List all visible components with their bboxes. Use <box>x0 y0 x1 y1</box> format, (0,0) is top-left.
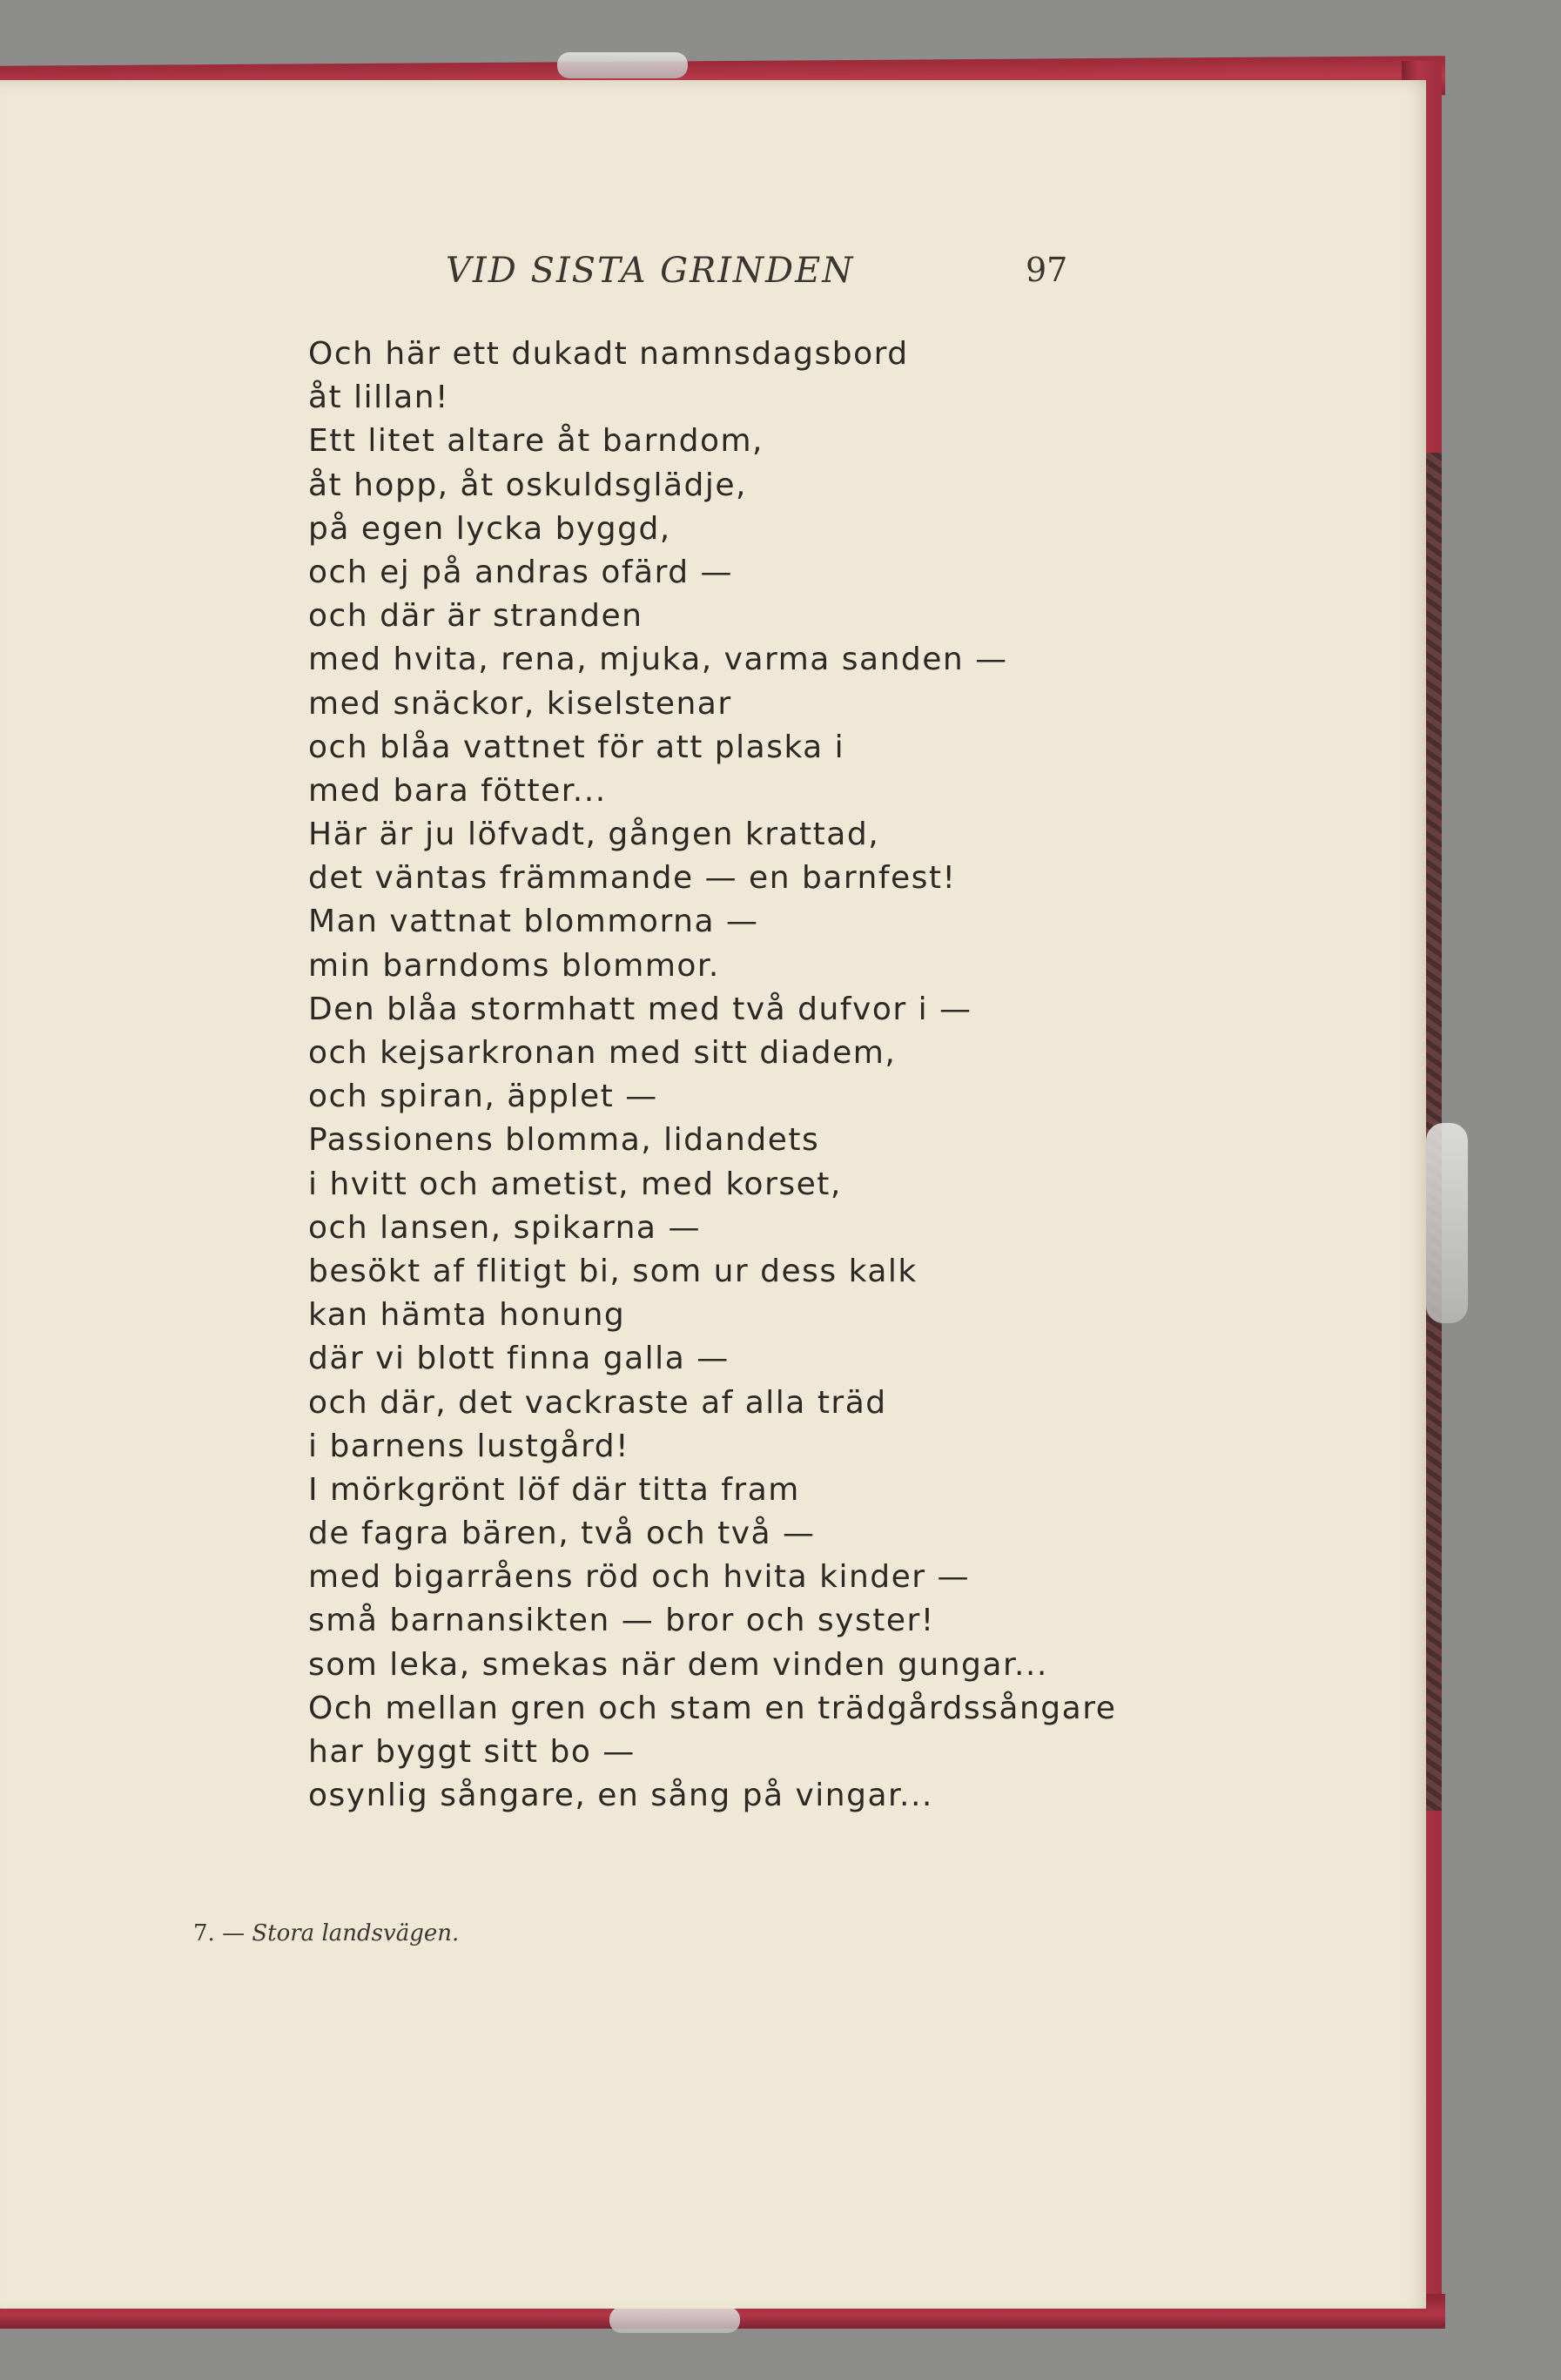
poem-line: och där, det vackraste af alla träd <box>308 1384 887 1421</box>
running-head-title: VID SISTA GRINDEN <box>446 251 855 291</box>
poem-line: Passionens blomma, lidandets <box>308 1122 820 1159</box>
poem-line: Man vattnat blommorna — <box>308 904 759 940</box>
poem-line: och ej på andras ofärd — <box>308 554 734 590</box>
page-number: 97 <box>1026 251 1068 289</box>
poem-line: Här är ju löfvadt, gången krattad, <box>308 817 880 853</box>
poem-line: där vi blott finna galla — <box>308 1341 730 1377</box>
poem-line: Den blåa stormhatt med två dufvor i — <box>308 991 972 1027</box>
poem-line: som leka, smekas när dem vinden gungar... <box>308 1646 1048 1683</box>
poem-line: har byggt sitt bo — <box>308 1734 636 1770</box>
poem-line: de fagra bären, två och två — <box>308 1516 816 1552</box>
poem-line: med hvita, rena, mjuka, varma sanden — <box>308 642 1008 678</box>
poem-line: och spiran, äpplet — <box>308 1079 658 1115</box>
page-holder-clip-side <box>1426 1123 1468 1323</box>
poem-line: och kejsarkronan med sitt diadem, <box>308 1035 897 1071</box>
poem-line: med bara fötter... <box>308 772 607 809</box>
poem-line: med snäckor, kiselstenar <box>308 685 732 722</box>
page-holder-clip-bottom <box>609 2307 740 2333</box>
poem-line: Ett litet altare åt barndom, <box>308 423 764 460</box>
poem-line: i barnens lustgård! <box>308 1428 630 1464</box>
poem-line: kan hämta honung <box>308 1297 626 1334</box>
signature-title: Stora landsvägen. <box>252 1920 460 1946</box>
page-holder-clip-top <box>557 52 688 78</box>
poem-line: det väntas främmande — en barnfest! <box>308 860 957 897</box>
running-head <box>0 251 1426 303</box>
poem-line: osynlig sångare, en sång på vingar... <box>308 1778 933 1814</box>
poem-line: små barnansikten — bror och syster! <box>308 1603 935 1639</box>
poem-line: I mörkgrönt löf där titta fram <box>308 1471 800 1508</box>
poem-line: åt lillan! <box>308 380 449 416</box>
poem-line: besökt af flitigt bi, som ur dess kalk <box>308 1253 918 1289</box>
poem-line: Och mellan gren och stam en trädgårdssångare <box>308 1690 1117 1726</box>
poem-line: och lansen, spikarna — <box>308 1209 701 1246</box>
poem-line: med bigarråens röd och hvita kinder — <box>308 1559 971 1596</box>
poem-line: åt hopp, åt oskuldsglädje, <box>308 467 747 503</box>
signature-mark <box>193 1920 459 1946</box>
poem-line: min barndoms blommor. <box>308 947 720 984</box>
poem-text <box>308 333 1309 1818</box>
signature-number: 7. — <box>193 1920 246 1946</box>
poem-line: Och här ett dukadt namnsdagsbord <box>308 336 909 372</box>
poem-line: och där är stranden <box>308 598 643 635</box>
poem-line: på egen lycka byggd, <box>308 510 671 547</box>
poem-line: i hvitt och ametist, med korset, <box>308 1166 842 1202</box>
poem-line: och blåa vattnet för att plaska i <box>308 729 845 765</box>
